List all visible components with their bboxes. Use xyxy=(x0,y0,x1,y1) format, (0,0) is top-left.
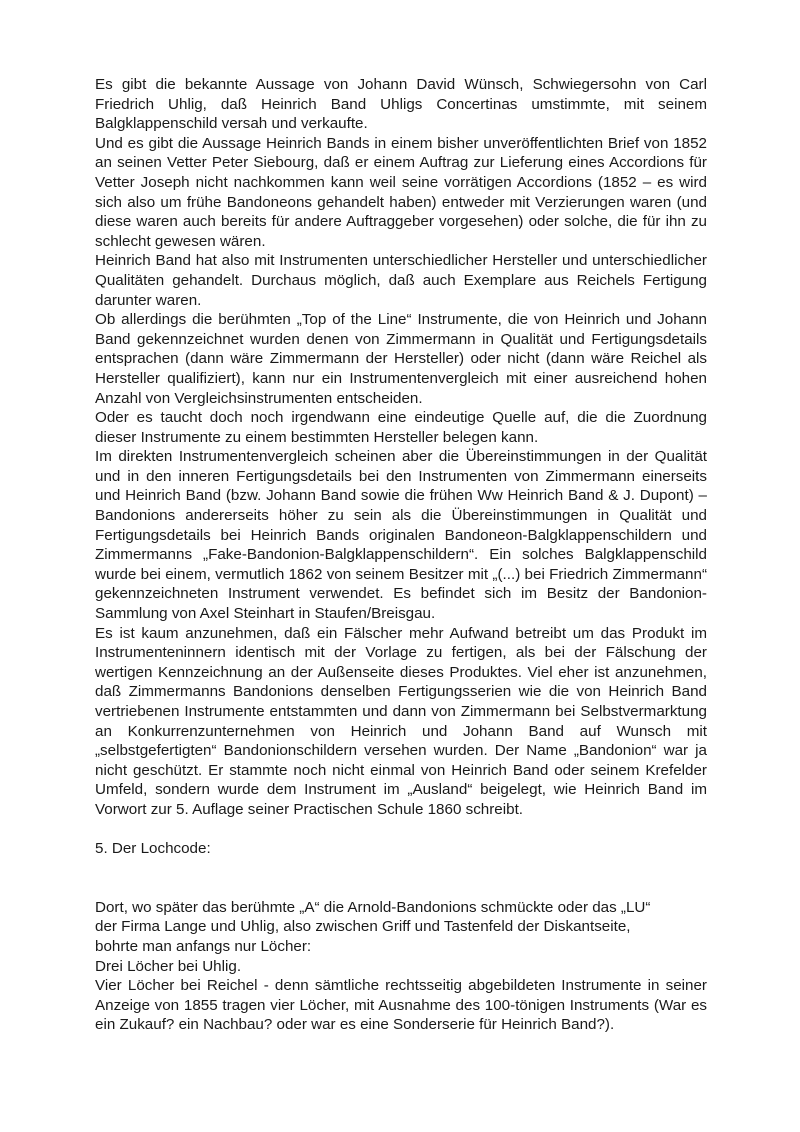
paragraph-band-trading: Heinrich Band hat also mit Instrumenten unterschiedlicher Hersteller und unterschiedlicher Qualitäten gehandelt. Durchaus möglich, daß auch Exemplare aus Reichels Fertigung darunter waren. xyxy=(95,252,707,309)
lochcode-intro-line-2: der Firma Lange und Uhlig, also zwischen Griff und Tastenfeld der Diskantseite, xyxy=(95,918,631,936)
paragraph-band-letter-1852: Und es gibt die Aussage Heinrich Bands in einem bisher unveröffentlichten Brief von 1852 an seinen Vetter Peter Siebourg, daß er einem Auftrag zur Lieferung eines Accordions für Vetter Joseph nicht nachkommen kann weil seine vorrätigen Accordions (1852 – es wird sich also um frühe Bandoneons gehandelt haben) entweder mit Verzierungen waren (und diese waren auch bereits für andere Auftraggeber vorgesehen) oder solche, die für ihn zu schlecht gewesen wären. xyxy=(95,134,707,250)
paragraph-forgery-argument: Es ist kaum anzunehmen, daß ein Fälscher mehr Aufwand betreibt um das Produkt im Instrumenteninnern identisch mit der Vorlage zu fertigen, als bei der Fälschung der wertigen Kennzeichnung an der Außenseite dieses Produktes. Viel eher ist anzunehmen, daß Zimmermanns Bandonions denselben Fertigungsserien wie die von Heinrich Band vertriebenen Instrumente entstammten und dann von Zimmermann bei Selbstvermarktung an Konkurrenzunternehmen von Heinrich und Johann Band auf Wunsch mit „selbstgefertigten“ Bandonionschildern versehen wurden. Der Name „Bandonion“ war ja nicht geschützt. Er stammte noch nicht einmal von Heinrich Band oder seinem Krefelder Umfeld, sondern wurde dem Instrument im „Ausland“ beigelegt, wie Heinrich Band im Vorwort zur 5. Auflage seiner Practischen Schule 1860 schreibt. xyxy=(95,624,707,818)
section-heading-lochcode: 5. Der Lochcode: xyxy=(95,840,211,858)
paragraph-source-attribution: Oder es taucht doch noch irgendwann eine eindeutige Quelle auf, die die Zuordnung dieser Instrumente zu einem bestimmten Hersteller belegen kann. xyxy=(95,409,707,446)
document-page xyxy=(95,75,707,1035)
paragraph-three-holes-uhlig: Drei Löcher bei Uhlig. xyxy=(95,957,242,975)
paragraph-four-holes-reichel: Vier Löcher bei Reichel - denn sämtliche rechtsseitig abgebildeten Instrumente in seiner Anzeige von 1855 tragen vier Löcher, mit Ausnahme des 100-tönigen Instruments (War es ein Zukauf? ein Nachbau? oder war es eine Sonderserie für Heinrich Band?). xyxy=(95,977,707,1034)
paragraph-instrument-comparison: Im direkten Instrumentenvergleich scheinen aber die Übereinstimmungen in der Qualität und in den inneren Fertigungsdetails bei den Instrumenten von Zimmermann einerseits und Heinrich Band (bzw. Johann Band sowie die frühen Ww Heinrich Band & J. Dupont) – Bandonions andererseits höher zu sein als die Übereinstimmungen in Qualität und Fertigungsdetails bei Heinrich Bands originalen Bandoneon-Balgklappenschildern und Zimmermanns „Fake-Bandonion-Balgklappenschildern“. Ein solches Balgklappenschild wurde bei einem, vermutlich 1862 von seinem Besitzer mit „(...) bei Friedrich Zimmermann“ gekennzeichneten Instrument verwendet. Es befindet sich im Besitz der Bandonion-Sammlung von Axel Steinhart in Staufen/Breisgau. xyxy=(95,448,707,623)
paragraph-wuensch-statement: Es gibt die bekannte Aussage von Johann David Wünsch, Schwiegersohn von Carl Friedrich Uhlig, daß Heinrich Band Uhligs Concertinas umstimmte, mit seinem Balgklappenschild versah und verkaufte. xyxy=(95,76,707,133)
lochcode-intro-line-3: bohrte man anfangs nur Löcher: xyxy=(95,937,312,955)
blank-gap xyxy=(95,859,707,898)
lochcode-intro-line-1: Dort, wo später das berühmte „A“ die Arnold-Bandonions schmückte oder das „LU“ xyxy=(95,898,651,916)
paragraph-top-of-the-line: Ob allerdings die berühmten „Top of the Line“ Instrumente, die von Heinrich und Johann Band gekennzeichnet wurden denen von Zimmermann in Qualität und Fertigungsdetails entsprachen (dann wäre Zimmermann der Hersteller) oder nicht (dann wäre Reichel als Hersteller qualifiziert), kann nur ein Instrumentenvergleich mit einer ausreichend hohen Anzahl von Vergleichsinstrumenten entscheiden. xyxy=(95,311,707,407)
